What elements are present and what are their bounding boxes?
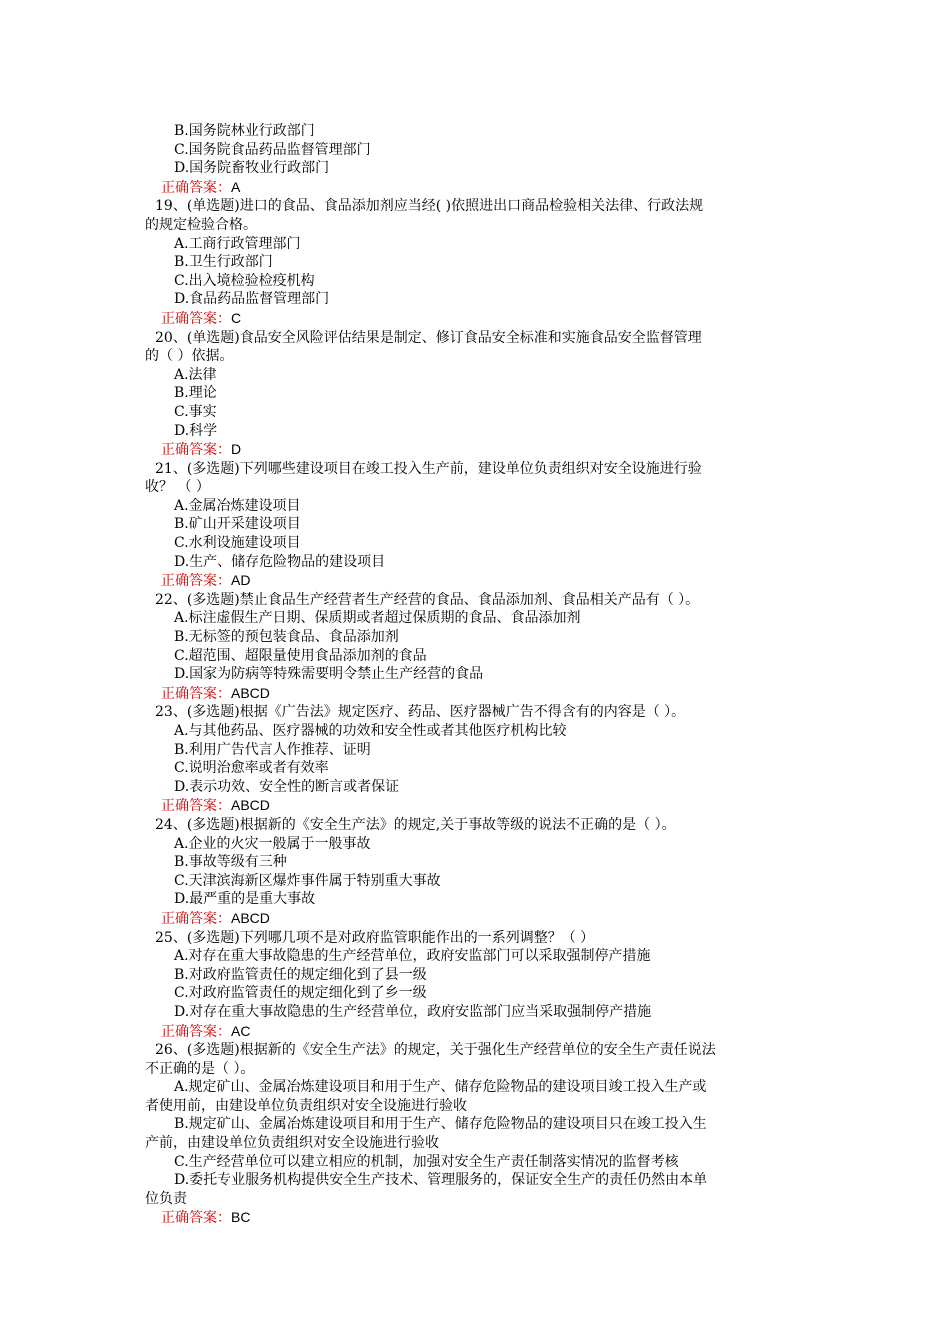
option-line: C.对政府监管责任的规定细化到了乡一级: [174, 985, 427, 1002]
option-line: C.天津滨海新区爆炸事件属于特别重大事故: [174, 872, 441, 889]
option-line: C.说明治愈率或者有效率: [174, 760, 329, 777]
answer-line: [145, 1022, 810, 1042]
answer-label: 正确答案：: [161, 442, 231, 459]
answer-value: ABCD: [231, 909, 270, 926]
answer-label: 正确答案：: [161, 179, 231, 196]
option-line: A.金属冶炼建设项目: [174, 497, 301, 514]
answer-label: 正确答案：: [161, 910, 231, 927]
option-line: A.规定矿山、金属冶炼建设项目和用于生产、储存危险物品的建设项目竣工投入生产或: [174, 1079, 707, 1096]
option-line: C.出入境检验检疫机构: [174, 272, 315, 289]
question-stem: 25、(多选题)下列哪几项不是对政府监管职能作出的一系列调整？（ ）: [155, 929, 595, 946]
option-line: C.事实: [174, 403, 217, 420]
option-line: B.事故等级有三种: [174, 854, 287, 871]
question-stem: 22、(多选题)禁止食品生产经营者生产经营的食品、食品添加剂、食品相关产品有（ ）。: [155, 591, 700, 608]
question-stem: 19、(单选题)进口的食品、食品添加剂应当经( )依照进出口商品检验相关法律、行政法规: [155, 198, 704, 215]
option-line: D.委托专业服务机构提供安全生产技术、管理服务的，保证安全生产的责任仍然由本单: [174, 1172, 708, 1189]
option-line: A.标注虚假生产日期、保质期或者超过保质期的食品、食品添加剂: [174, 610, 581, 627]
option-line: B.对政府监管责任的规定细化到了县一级: [174, 966, 427, 983]
answer-line: [145, 571, 810, 591]
answer-line: [145, 796, 810, 816]
answer-value: A: [231, 178, 241, 195]
question-stem-cont: 的（ ）依据。: [145, 348, 234, 365]
option-line: A.工商行政管理部门: [174, 235, 301, 252]
option-line: B.无标签的预包装食品、食品添加剂: [174, 629, 399, 646]
option-line: A.与其他药品、医疗器械的功效和安全性或者其他医疗机构比较: [174, 723, 567, 739]
question-stem-cont: 不正确的是（ ）。: [145, 1060, 255, 1077]
question-stem: 23、(多选题)根据《广告法》规定医疗、药品、医疗器械广告不得含有的内容是（ ）。: [155, 704, 686, 721]
answer-value: ABCD: [231, 797, 270, 814]
answer-label: 正确答案：: [161, 798, 231, 815]
answer-value: C: [231, 309, 242, 326]
option-line-cont: 位负责: [145, 1190, 187, 1207]
option-line: B.矿山开采建设项目: [174, 516, 301, 533]
answer-line: [145, 178, 810, 198]
answer-line: [145, 684, 810, 704]
option-line: D.国家为防病等特殊需要明令禁止生产经营的食品: [174, 666, 484, 683]
question-stem: 24、(多选题)根据新的《安全生产法》的规定,关于事故等级的说法不正确的是（ ）。: [155, 816, 676, 833]
option-line: C.超范围、超限量使用食品添加剂的食品: [174, 647, 427, 664]
question-list: [145, 122, 810, 1228]
option-line-cont: 者使用前，由建设单位负责组织对安全设施进行验收: [145, 1097, 467, 1114]
answer-line: [145, 440, 810, 460]
option-line: A.对存在重大事故隐患的生产经营单位，政府安监部门可以采取强制停产措施: [174, 948, 651, 965]
answer-value: AD: [231, 572, 251, 589]
option-line: B.利用广告代言人作推荐、证明: [174, 741, 371, 758]
answer-value: BC: [231, 1209, 251, 1226]
option-line: D.食品药品监督管理部门: [174, 291, 330, 308]
answer-line: [145, 1208, 810, 1228]
question-stem-cont: 收？ （ ）: [145, 479, 210, 496]
option-line: D.国务院畜牧业行政部门: [174, 160, 330, 177]
option-line: B.规定矿山、金属冶炼建设项目和用于生产、储存危险物品的建设项目只在竣工投入生: [174, 1116, 707, 1133]
answer-label: 正确答案：: [161, 573, 231, 590]
option-line: D.表示功效、安全性的断言或者保证: [174, 778, 400, 795]
answer-line: [145, 909, 810, 929]
option-line: B.卫生行政部门: [174, 254, 273, 271]
answer-line: [145, 309, 810, 329]
answer-value: ABCD: [231, 684, 270, 701]
answer-label: 正确答案：: [161, 310, 231, 327]
question-stem: 21、(多选题)下列哪些建设项目在竣工投入生产前，建设单位负责组织对安全设施进行验: [155, 460, 702, 477]
answer-label: 正确答案：: [161, 685, 231, 702]
answer-label: 正确答案：: [161, 1210, 231, 1227]
question-stem: 26、(多选题)根据新的《安全生产法》的规定，关于强化生产经营单位的安全生产责任说法: [155, 1042, 716, 1059]
answer-label: 正确答案：: [161, 1023, 231, 1040]
option-line: D.生产、储存危险物品的建设项目: [174, 553, 386, 570]
option-line: C.国务院食品药品监督管理部门: [174, 141, 371, 158]
option-line: B.国务院林业行政部门: [174, 123, 315, 139]
option-line: C.生产经营单位可以建立相应的机制，加强对安全生产责任制落实情况的监督考核: [174, 1153, 679, 1170]
answer-value: D: [231, 441, 242, 458]
option-line: B.理论: [174, 385, 217, 402]
option-line: D.科学: [174, 422, 218, 439]
question-stem: 20、(单选题)食品安全风险评估结果是制定、修订食品安全标准和实施食品安全监督管理: [155, 329, 702, 346]
question-stem-cont: 的规定检验合格。: [145, 216, 257, 233]
option-line: A.企业的火灾一般属于一般事故: [174, 835, 371, 852]
option-line: D.对存在重大事故隐患的生产经营单位，政府安监部门应当采取强制停产措施: [174, 1003, 652, 1020]
option-line: D.最严重的是重大事故: [174, 891, 316, 908]
option-line: C.水利设施建设项目: [174, 535, 301, 552]
option-line: A.法律: [174, 366, 217, 383]
option-line-cont: 产前，由建设单位负责组织对安全设施进行验收: [145, 1135, 439, 1152]
answer-value: AC: [231, 1022, 251, 1039]
